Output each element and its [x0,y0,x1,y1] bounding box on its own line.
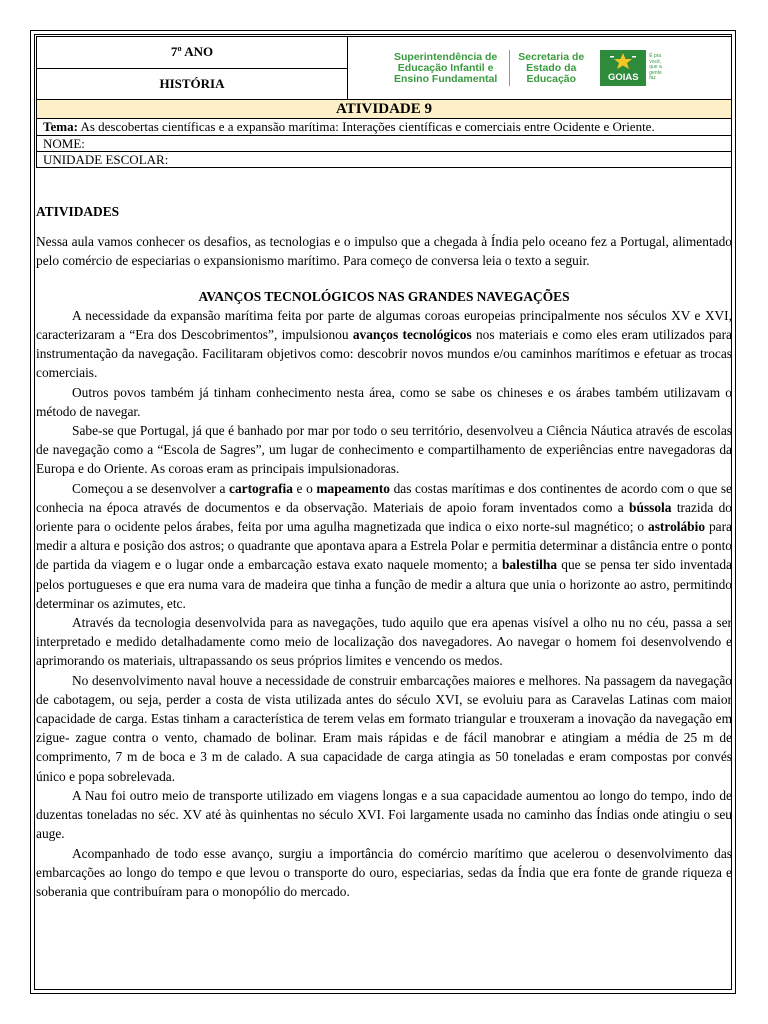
goias-wordmark: GOIAS [607,72,639,83]
paragraph-6: No desenvolvimento naval houve a necessidade de construir embarcações maiores e melhores. Na passagem da navegação de cabotagem, ou seja, perder a costa de vista utilizada antes do século XVI, se evoluiu para as Caravelas Latinas com maior capacidade de carga. Estas tinham a característica de terem velas em formato triangular e trouxeram a inovação da navegação em zigue- zague contra o vento, chamado de bolinar. Eram mais rápidas e de fácil manobrar e atingiam a média de 25 m de comprimento, 7 m de boca e 3 m de calado. A sua capacidade de carga atingia as 50 toneladas e eram compostas por convés único e popa sobrelevada. [36,672,732,784]
paragraph-3: Sabe-se que Portugal, já que é banhado por mar por todo o seu território, desenvolveu a Ciência Náutica através de escolas de navegação como a “Escola de Sagres”, um lugar de conhecimento e compartilhamento de experiências entre navegadoras da Europa e do Oriente. As coroas eram as principais impulsionadoras. [36,423,732,477]
intro-paragraph: Nessa aula vamos conhecer os desafios, as tecnologias e o impulso que a chegada à Índia pelo oceano fez a Portugal, alimentado pelo comércio de especiarias o expansionismo marítimo. Para começo de conversa leia o texto a seguir. [36,234,732,269]
unidade-escolar-label: UNIDADE ESCOLAR: [43,152,169,167]
logo-divider [509,50,510,86]
tema-label: Tema: [43,119,78,134]
paragraph-2: Outros povos também já tinham conhecimento nesta área, como se sabe os chineses e os árabes também utilizavam o método de navegar. [36,384,732,419]
header-table [36,36,732,168]
goias-emblem [600,50,646,86]
secretaria-logo: Secretaria de Estado da Educação [518,50,585,85]
document-body [36,202,732,901]
atividades-heading: ATIVIDADES [36,204,120,219]
paragraph-7: A Nau foi outro meio de transporte utilizado em viagens longas e a sua capacidade aumentou ao longo do tempo, indo de duzentas toneladas no séc. XV até às quinhentas no século XVI. Foi largamente usada no caminho das Índias onde atingiu o seu auge. [36,787,732,842]
paragraph-4: Começou a se desenvolver a cartografia e o mapeamento das costas marítimas e dos continentes de acordo com o que se conhecia na época através de documentos e da observação. Materiais de apoio foram inventados como a bússola trazida do oriente para o ocidente pelos árabes, feita por uma agulha magnetizada que indica o eixo norte-sul magnético; o astrolábio para medir a altura e posição dos astros; o quadrante que apontava apara a Estrela Polar e permitia determinar a distância entre o ponto de partida da viagem e o lugar onde a embarcação estava exato naquele momento; a balestilha que se pensa ter sido inventada pelos portugueses e que era numa vara de madeira que tinha a função de medir a altura que unia o horizonte ao astro, permitindo determinar os azimutes, etc. [36,480,733,611]
goias-logo [600,50,667,86]
goias-star-icon [608,53,638,69]
paragraph-1: A necessidade da expansão marítima feita por parte de algumas coroas europeias principalmente nos séculos XV e XVI, caracterizaram a “Era dos Descobrimentos”, impulsionou avanços tecnológicos nos materiais e como eles eram utilizados para instrumentação da navegação. Facilitaram objetivos como: descobrir novos mundos e/ou caminhos marítimos e efetuar as trocas comerciais. [36,307,732,381]
grade-subject-column [37,37,348,99]
subject-label: HISTÓRIA [37,68,347,100]
grade-label: 7º ANO [170,44,214,60]
nome-label: NOME: [43,136,85,151]
activity-title: ATIVIDADE 9 [36,100,732,119]
goias-slogan: É pra você, que a gente faz [649,53,662,82]
superintendencia-logo: Superintendência de Educação Infantil e Ensino Fundamental [394,50,498,85]
section-title: AVANÇOS TECNOLÓGICOS NAS GRANDES NAVEGAÇÕES [198,288,570,304]
unidade-escolar-field[interactable] [36,152,732,168]
header-top-row [36,36,732,100]
tema-row [36,119,732,136]
tema-text: As descobertas científicas e a expansão marítima: Interações científicas e comerciais entre Ocidente e Oriente. [80,119,655,134]
paragraph-5: Através da tecnologia desenvolvida para as navegações, tudo aquilo que era apenas visível a olho nu no céu, passa a ser interpretado e medido detalhadamente como meio de localização dos navegadores. Ao navegar o homem foi desenvolvendo e aprimorando os materiais, ultrapassando os seus próprios limites e vencendo os medos. [36,615,732,669]
paragraph-8: Acompanhado de todo esse avanço, surgiu a importância do comércio marítimo que acelerou o desenvolvimento das embarcações ao longo do tempo e que levou o transporte do ouro, especiarias, sedas da Índia que era fonte de grande riqueza e soberania que contribuíram para o monopólio do mercado. [36,845,732,899]
nome-field[interactable] [36,136,732,152]
logos-area [348,37,731,99]
